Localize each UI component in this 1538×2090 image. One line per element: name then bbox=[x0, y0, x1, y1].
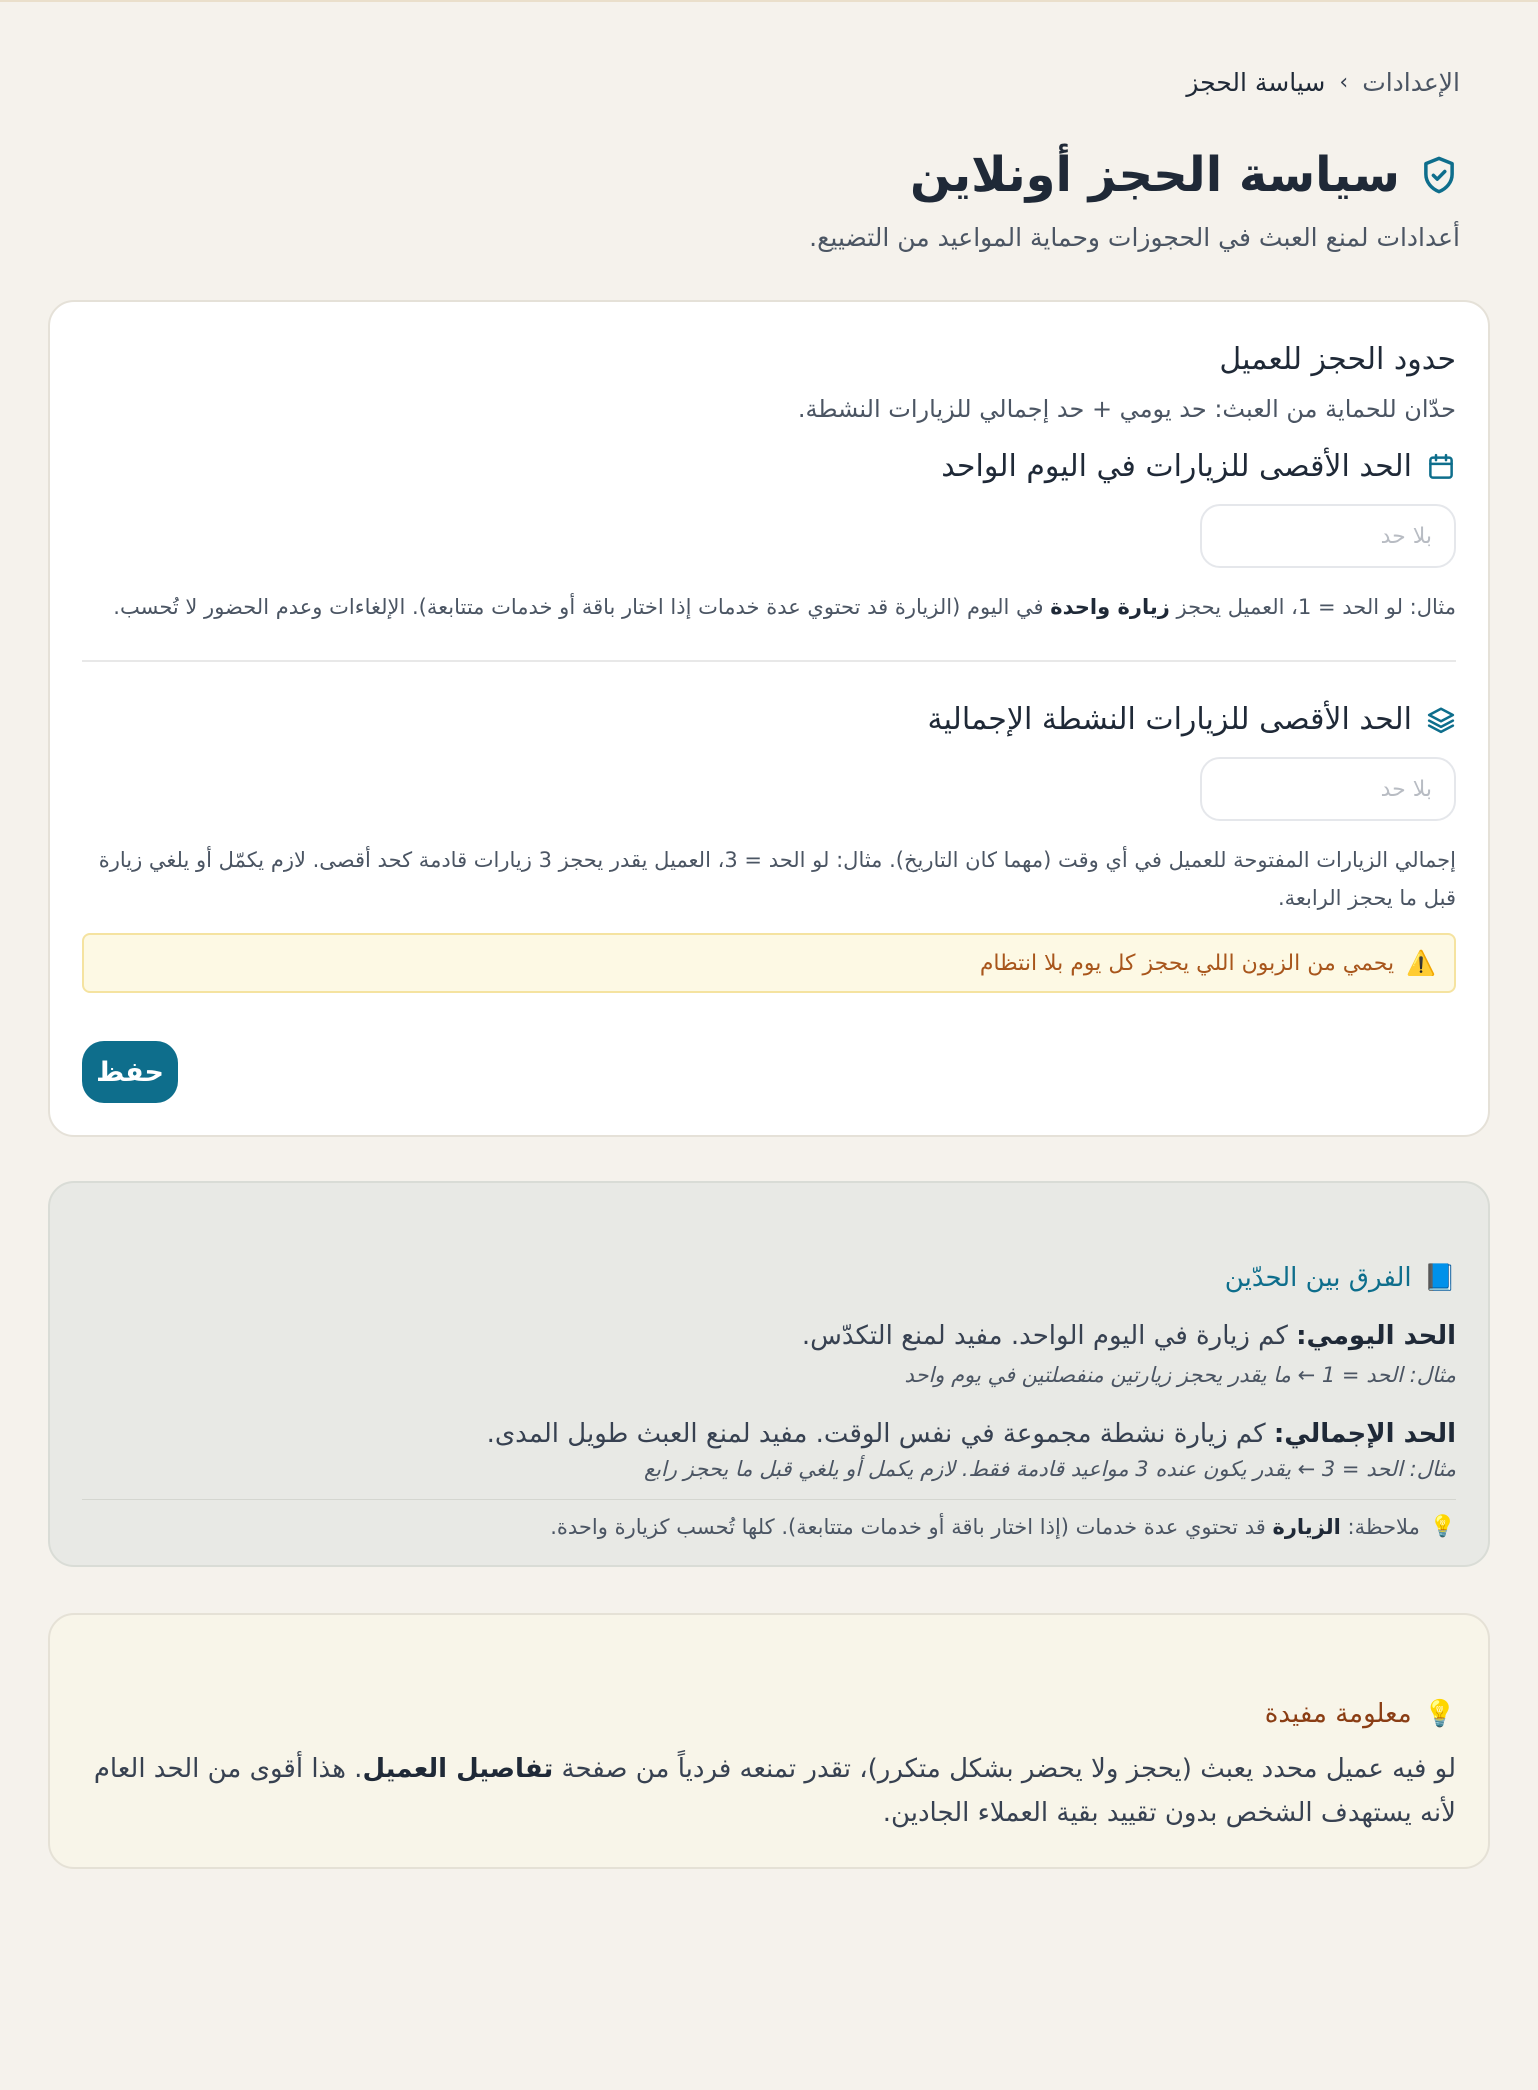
total-definition bbox=[82, 1419, 1456, 1449]
card-actions bbox=[82, 1041, 1456, 1103]
card-description: حدّان للحماية من العبث: حد يومي + حد إجمالي للزيارات النشطة. bbox=[797, 395, 1456, 423]
daily-term: الحد اليومي: bbox=[1296, 1321, 1456, 1351]
chevron-left-icon: › bbox=[1339, 70, 1349, 95]
daily-help-prefix: مثال: لو الحد = 1، العميل يحجز bbox=[1169, 595, 1456, 619]
page-header bbox=[48, 147, 1490, 203]
card-title: حدود الحجز للعميل bbox=[1219, 342, 1456, 377]
calendar-icon bbox=[1426, 452, 1456, 482]
note-bold: الزيارة bbox=[1272, 1514, 1341, 1539]
daily-help-suffix: في اليوم (الزيارة قد تحتوي عدة خدمات إذا اختار باقة أو خدمات متتابعة). الإلغاءات وعدم الحضور لا تُحسب. bbox=[113, 595, 1051, 619]
breadcrumb bbox=[48, 68, 1490, 97]
warning-icon: ⚠️ bbox=[1406, 949, 1436, 977]
note-divider bbox=[82, 1499, 1456, 1500]
breadcrumb-current: سياسة الحجز bbox=[1186, 68, 1326, 97]
daily-example: مثال: الحد = 1 ← ما يقدر يحجز زيارتين منفصلتين في يوم واحد bbox=[904, 1363, 1456, 1387]
difference-title: الفرق بين الحدّين bbox=[1224, 1263, 1412, 1293]
daily-limit-label: الحد الأقصى للزيارات في اليوم الواحد bbox=[941, 449, 1412, 484]
customer-details-link-text: تفاصيل العميل bbox=[362, 1754, 554, 1784]
book-icon: 📘 bbox=[1423, 1263, 1456, 1293]
daily-help-bold: زيارة واحدة bbox=[1050, 595, 1170, 619]
daily-limit-input[interactable] bbox=[1200, 504, 1456, 568]
difference-heading bbox=[82, 1263, 1456, 1293]
save-button[interactable]: حفظ bbox=[82, 1041, 178, 1103]
note-prefix: ملاحظة: bbox=[1340, 1514, 1420, 1539]
daily-desc: كم زيارة في اليوم الواحد. مفيد لمنع التكدّس. bbox=[801, 1321, 1297, 1351]
useful-tip-card bbox=[48, 1613, 1490, 1869]
tip-title: معلومة مفيدة bbox=[1264, 1699, 1412, 1729]
difference-info-card bbox=[48, 1181, 1490, 1567]
tip-text bbox=[82, 1747, 1456, 1835]
total-example: مثال: الحد = 3 ← يقدر يكون عنده 3 مواعيد قادمة فقط. لازم يكمل أو يلغي قبل ما يحجز رابع bbox=[643, 1457, 1456, 1481]
total-term: الحد الإجمالي: bbox=[1273, 1419, 1456, 1449]
booking-limits-card bbox=[48, 300, 1490, 1137]
visit-note bbox=[82, 1514, 1456, 1539]
warning-banner bbox=[82, 933, 1456, 993]
lightbulb-icon: 💡 bbox=[1423, 1699, 1456, 1729]
note-suffix: قد تحتوي عدة خدمات (إذا اختار باقة أو خدمات متتابعة). كلها تُحسب كزيارة واحدة. bbox=[550, 1514, 1273, 1539]
lightbulb-icon: 💡 bbox=[1429, 1514, 1456, 1538]
shield-check-icon bbox=[1418, 154, 1460, 196]
tip-heading bbox=[82, 1699, 1456, 1729]
warning-text: يحمي من الزبون اللي يحجز كل يوم بلا انتظام bbox=[979, 950, 1395, 976]
section-divider bbox=[82, 660, 1456, 662]
daily-limit-heading bbox=[82, 449, 1456, 484]
page-title: سياسة الحجز أونلاين bbox=[909, 147, 1400, 203]
total-limit-input[interactable] bbox=[1200, 757, 1456, 821]
page bbox=[0, 68, 1538, 1869]
breadcrumb-parent-link[interactable]: الإعدادات bbox=[1362, 68, 1460, 97]
tip-suffix: . هذا أقوى من الحد العام لأنه يستهدف الشخص بدون تقييد بقية العملاء الجادين. bbox=[93, 1754, 1456, 1828]
total-limit-label: الحد الأقصى للزيارات النشطة الإجمالية bbox=[927, 702, 1412, 737]
daily-definition bbox=[82, 1321, 1456, 1351]
total-limit-help: إجمالي الزيارات المفتوحة للعميل في أي وقت (مهما كان التاريخ). مثال: لو الحد = 3، العميل يقدر يحجز 3 زيارات قادمة كحد أقصى. لازم يكمّل أو يلغي زيارة قبل ما يحجز الرابعة. bbox=[98, 848, 1456, 910]
total-limit-heading bbox=[82, 702, 1456, 737]
tip-prefix: لو فيه عميل محدد يعبث (يحجز ولا يحضر بشكل متكرر)، تقدر تمنعه فردياً من صفحة bbox=[553, 1754, 1456, 1784]
daily-limit-help bbox=[82, 588, 1456, 626]
page-subtitle: أعدادات لمنع العبث في الحجوزات وحماية المواعيد من التضييع. bbox=[809, 223, 1460, 252]
layers-icon bbox=[1426, 705, 1456, 735]
note-text bbox=[550, 1515, 1420, 1539]
total-desc: كم زيارة نشطة مجموعة في نفس الوقت. مفيد لمنع العبث طويل المدى. bbox=[486, 1419, 1274, 1449]
